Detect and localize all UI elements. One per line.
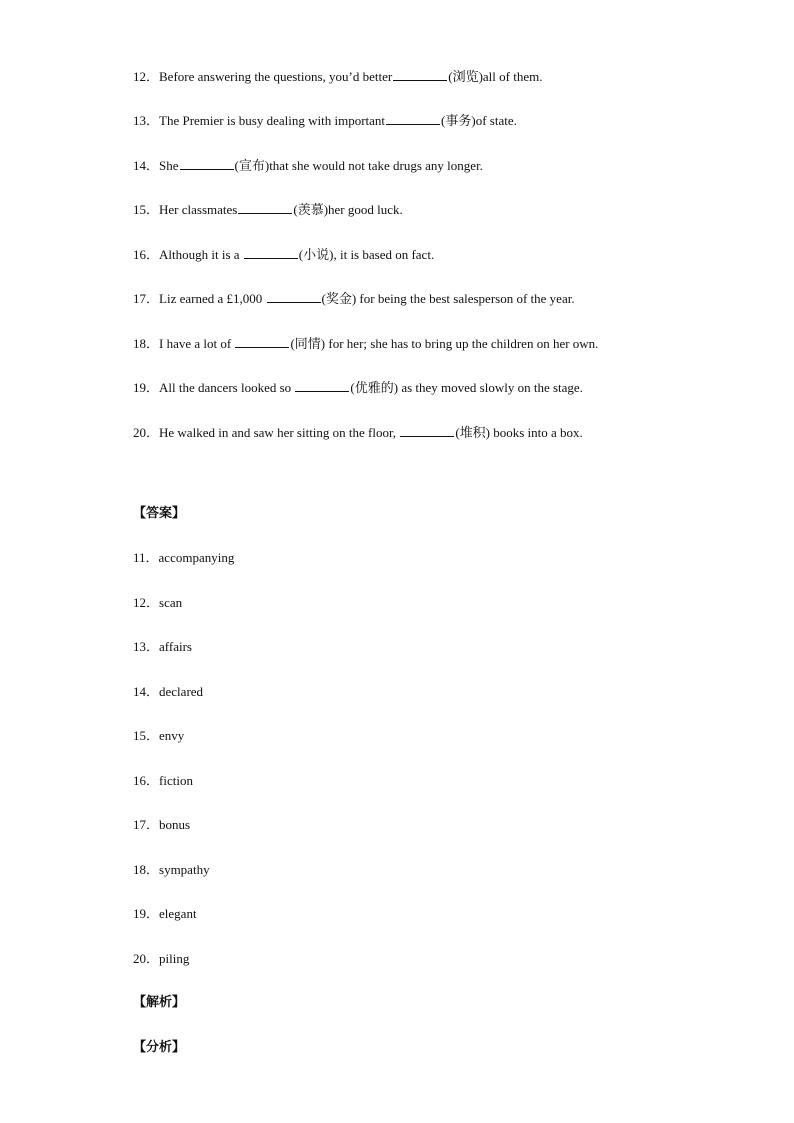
answer-blank <box>235 335 289 348</box>
question-line <box>133 157 483 174</box>
analysis-heading: 【解析】 <box>133 995 186 1010</box>
question-number: 12． <box>133 69 160 84</box>
question-hint: (浏览) <box>448 69 483 84</box>
answer-blank <box>400 424 454 437</box>
question-number: 16． <box>133 247 160 262</box>
answer-line <box>133 728 184 744</box>
answer-blank <box>393 68 447 81</box>
answer-number: 12． <box>133 595 160 610</box>
question-line <box>133 290 575 307</box>
answer-number: 17． <box>133 817 160 832</box>
question-text-after: that she would not take drugs any longer. <box>269 158 483 173</box>
answer-number: 14． <box>133 684 160 699</box>
question-text-before: She <box>159 158 179 173</box>
question-text-after: for her; she has to bring up the children on her own. <box>325 336 599 351</box>
question-number: 20． <box>133 425 160 440</box>
answer-number: 20． <box>133 951 160 966</box>
answer-text: sympathy <box>159 862 210 877</box>
answer-line <box>133 951 189 967</box>
question-hint: (堆积) <box>455 425 490 440</box>
question-number: 17． <box>133 291 160 306</box>
answer-heading: 【答案】 <box>133 506 186 521</box>
question-text-before: Before answering the questions, you’d better <box>159 69 393 84</box>
question-text-before: Although it is a <box>159 247 243 262</box>
question-number: 18． <box>133 336 160 351</box>
question-line <box>133 201 403 218</box>
answer-line <box>133 639 192 655</box>
question-line <box>133 424 583 441</box>
question-text-after: her good luck. <box>328 202 403 217</box>
question-line <box>133 335 598 352</box>
answer-line <box>133 595 182 611</box>
question-number: 14． <box>133 158 160 173</box>
answer-line <box>133 817 190 833</box>
answer-number: 13． <box>133 639 160 654</box>
question-text-after: for being the best salesperson of the year. <box>356 291 575 306</box>
question-hint: (奖金) <box>321 291 357 306</box>
answer-text: accompanying <box>158 550 235 565</box>
fenxi-heading: 【分析】 <box>133 1040 186 1055</box>
answer-number: 11． <box>133 550 159 565</box>
question-text-before: Liz earned a £1,000 <box>159 291 266 306</box>
question-hint: (宣布) <box>234 158 270 173</box>
answer-blank <box>244 246 298 259</box>
answer-blank <box>238 201 292 214</box>
question-line <box>133 68 542 85</box>
answer-text: scan <box>159 595 183 610</box>
question-line <box>133 246 434 263</box>
question-hint: (小说) <box>298 247 334 262</box>
answer-number: 15． <box>133 728 160 743</box>
answer-text: affairs <box>159 639 192 654</box>
answer-line <box>133 550 234 566</box>
answer-number: 19． <box>133 906 160 921</box>
answer-blank <box>386 112 440 125</box>
question-number: 19． <box>133 380 160 395</box>
answer-text: bonus <box>159 817 191 832</box>
answer-text: piling <box>159 951 190 966</box>
answer-text: envy <box>159 728 185 743</box>
question-hint: (事务) <box>441 113 476 128</box>
question-text-after: all of them. <box>482 69 543 84</box>
question-text-after: books into a box. <box>489 425 583 440</box>
answer-line <box>133 684 203 700</box>
answer-number: 18． <box>133 862 160 877</box>
answer-line <box>133 773 193 789</box>
question-line <box>133 379 583 396</box>
question-number: 15． <box>133 202 160 217</box>
answer-text: fiction <box>159 773 193 788</box>
answer-blank <box>267 290 321 303</box>
question-text-after: of state. <box>475 113 517 128</box>
question-hint: (羡慕) <box>293 202 329 217</box>
answer-line <box>133 862 210 878</box>
question-text-before: He walked in and saw her sitting on the floor, <box>159 425 400 440</box>
answer-blank <box>295 379 349 392</box>
question-text-after: as they moved slowly on the stage. <box>398 380 583 395</box>
answer-text: elegant <box>159 906 197 921</box>
question-hint: (同情) <box>290 336 326 351</box>
question-number: 13． <box>133 113 160 128</box>
question-text-before: I have a lot of <box>159 336 235 351</box>
question-line <box>133 112 517 129</box>
question-hint: (优雅的) <box>350 380 399 395</box>
answer-text: declared <box>159 684 204 699</box>
question-text-before: Her classmates <box>159 202 238 217</box>
question-text-before: The Premier is busy dealing with important <box>159 113 386 128</box>
answer-number: 16． <box>133 773 160 788</box>
answer-blank <box>180 157 234 170</box>
answer-line <box>133 906 197 922</box>
question-text-before: All the dancers looked so <box>159 380 295 395</box>
question-text-after: , it is based on fact. <box>333 247 435 262</box>
